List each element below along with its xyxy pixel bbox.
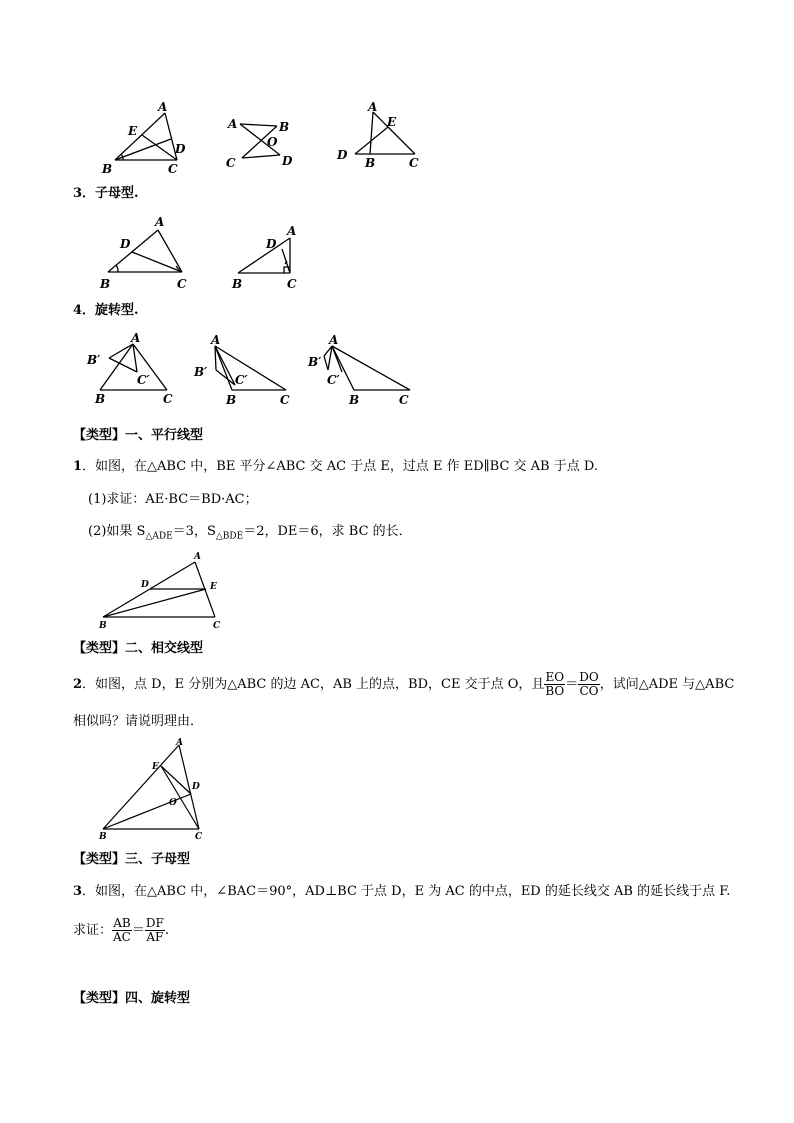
p2-post: ＝2，DE＝6，求 BC 的长． [243,524,412,539]
type-header-parallel: 【类型】一、平行线型 [73,428,204,443]
section-rotation: 4．旋转型. [73,303,139,318]
fraction-numerator: DO [579,670,599,684]
q2-text: ．如图，点 D，E 分别为△ABC 的边 AC，AB 上的点，BD，CE 交于点 O，且 [82,677,545,692]
label-d: D [141,580,149,590]
question-2 [73,668,734,702]
period: . [164,923,169,938]
figure-extended-base [333,97,428,172]
label-e: E [210,582,217,592]
label-c: C [195,832,203,842]
label-d: D [120,237,131,251]
label-e: E [128,124,138,138]
label-c: C [177,277,187,291]
question-text: ．如图，在△ABC 中，BE 平分∠ABC 交 AC 于点 E，过点 E 作 ED∥BC 交 AB 于点 D. [82,459,598,474]
question-number: 1 [73,459,83,474]
label-d: D [337,148,348,162]
area-subscript-bde: △BDE [215,531,244,542]
label-a: A [155,215,165,229]
figure-rotation-3 [302,330,422,408]
label-b: B [102,162,113,175]
question-1 [73,459,598,475]
question-3-prove [73,914,169,948]
fraction-denominator: AC [113,930,131,944]
label-c: C [213,621,221,630]
type-header-mother-child: 【类型】三、子母型 [73,852,191,867]
label-c: C [287,277,297,291]
label-d: D [282,154,293,168]
label-d: D [192,782,200,792]
fraction-numerator: EO [545,670,565,684]
question-number: 3 [73,884,83,899]
label-c: C [168,162,178,175]
area-subscript-ade: △ADE [145,531,173,542]
figure-question-1 [95,548,235,630]
type-header-rotation: 【类型】四、旋转型 [73,991,191,1006]
label-a: A [329,333,339,347]
label-a: A [211,333,221,347]
fraction-do-co [578,671,599,698]
figure-rotation-1 [85,330,185,408]
fraction-df-af [145,917,165,944]
label-b: B [232,277,243,291]
label-c-prime: C′ [137,373,150,387]
figure-mother-child-2 [228,220,313,292]
label-c: C [280,393,290,407]
prove-label: 求证： [73,923,113,938]
equals-sign: ＝ [565,677,579,692]
label-b: B [226,393,237,407]
label-b-prime: B′ [87,353,101,367]
label-b: B [99,832,107,842]
label-a: A [158,100,168,114]
question-number: 2 [73,677,83,692]
question-1-part-2 [88,524,412,545]
label-b: B [95,392,106,406]
figure-mother-child-1 [98,210,198,292]
figure-ad-cross-triangle [95,95,205,175]
label-c: C [399,393,409,407]
p2-pre: (2)如果 S [88,524,146,539]
label-c: C [409,156,419,170]
figure-rotation-2 [188,330,298,408]
fraction-denominator: CO [579,684,599,698]
label-c-prime: C′ [327,373,340,387]
fraction-numerator: DF [145,916,164,930]
fraction-denominator: AF [146,930,164,944]
question-2-line-2: 相似吗？请说明理由． [73,714,204,729]
section-mother-child: 3．子母型. [73,186,139,201]
label-c: C [163,392,173,406]
label-o: O [267,135,278,149]
label-a: A [287,224,297,238]
question-1-part-1: (1)求证：AE·BC＝BD·AC； [88,492,258,507]
equals-sign: ＝ [131,923,145,938]
label-b: B [100,277,111,291]
fraction-numerator: AB [113,916,131,930]
label-a: A [228,117,238,131]
q2-text-end: ，试问△ADE 与△ABC [599,677,735,692]
figure-question-2 [95,735,215,843]
label-e: E [152,762,159,772]
p2-mid: ＝3，S [172,524,216,539]
label-b: B [365,156,376,170]
label-c-prime: C′ [235,373,248,387]
label-a: A [176,738,183,748]
label-e: E [387,115,397,129]
question-3 [73,884,730,900]
label-d: D [266,237,277,251]
fraction-ab-ac [112,917,132,944]
type-header-intersecting: 【类型】二、相交线型 [73,641,204,656]
label-a: A [194,552,201,562]
fraction-denominator: BO [545,684,565,698]
label-c: C [226,156,236,170]
label-a: A [131,331,141,345]
label-b: B [349,393,360,407]
fraction-eo-bo [544,671,565,698]
label-b-prime: B′ [194,365,208,379]
label-a: A [368,100,378,114]
label-b: B [279,120,290,134]
label-b: B [99,621,107,630]
figure-x-type [222,110,302,175]
q3-text: ．如图，在△ABC 中，∠BAC＝90°，AD⊥BC 于点 D，E 为 AC 的中点，ED 的延长线交 AB 的延长线于点 F. [82,884,731,899]
label-o: O [169,798,177,808]
label-d: D [175,142,186,156]
label-b-prime: B′ [308,355,322,369]
